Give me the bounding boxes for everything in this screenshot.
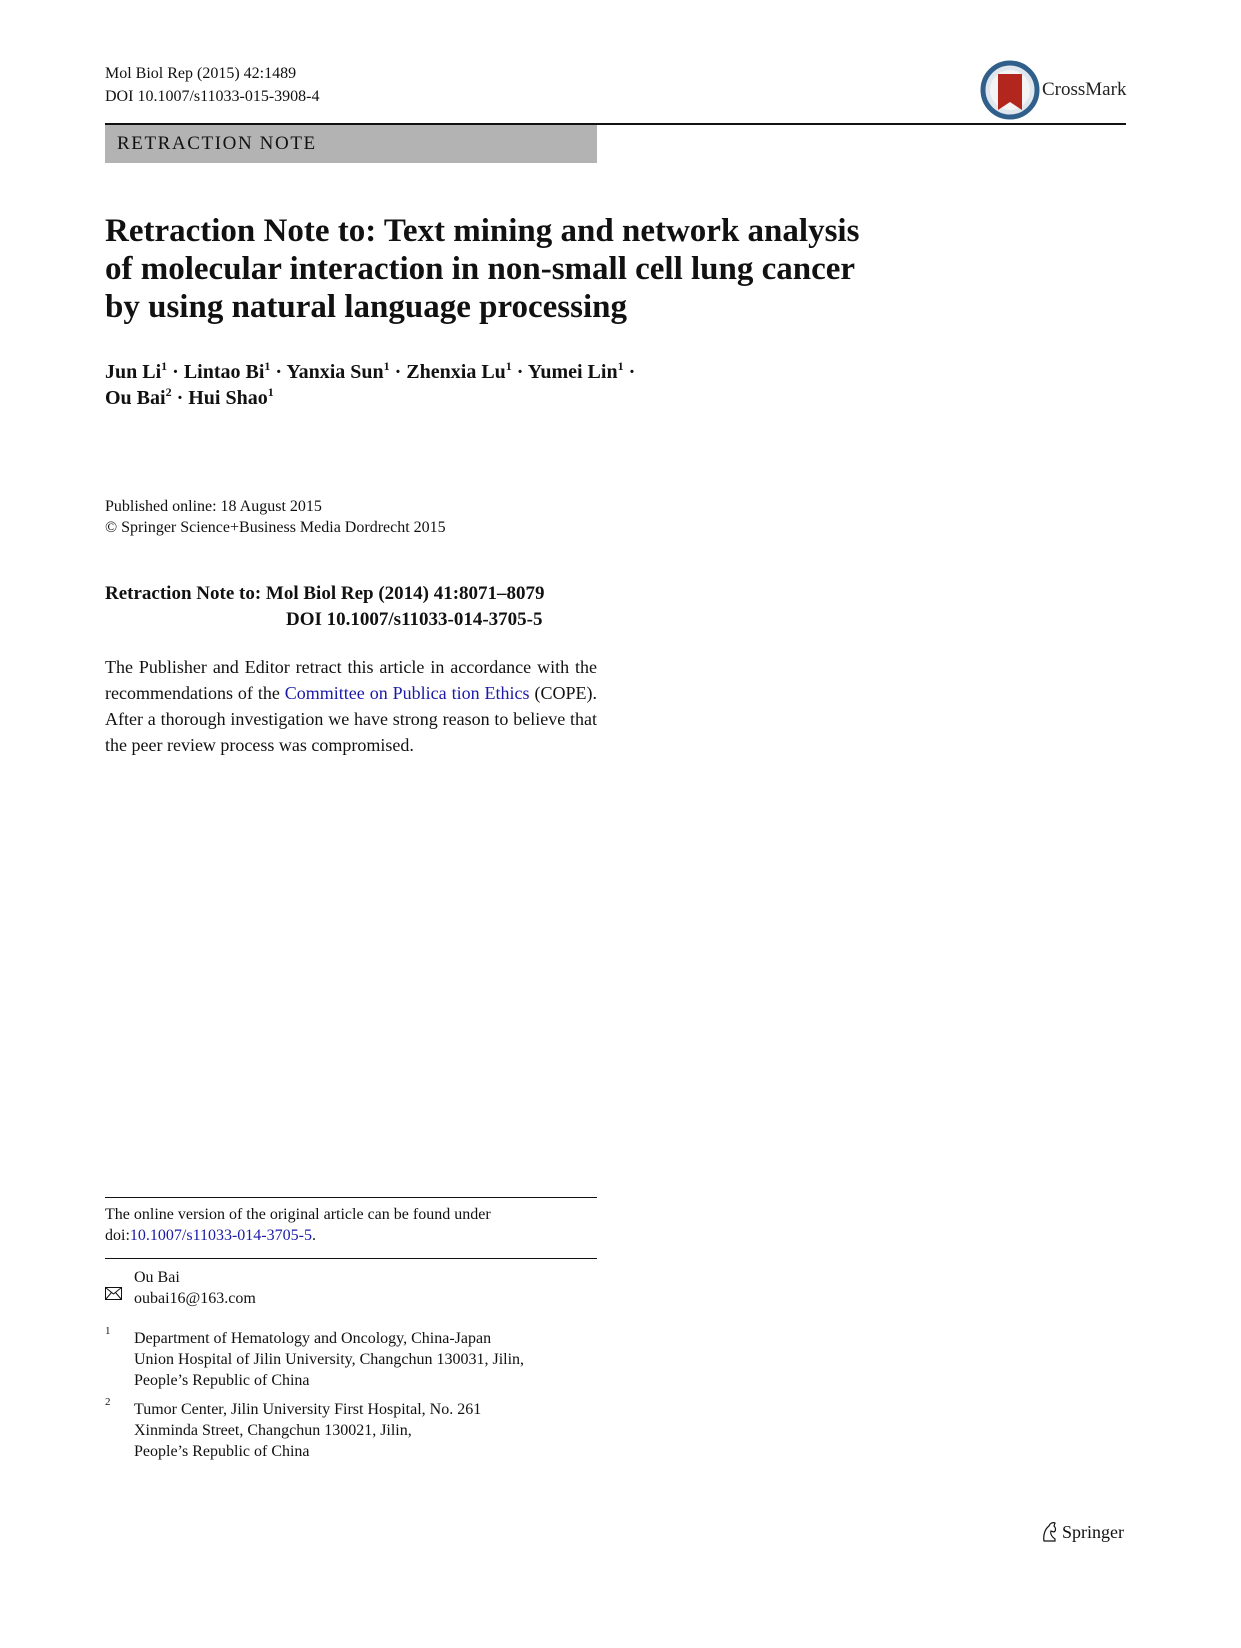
online-version-note	[105, 1204, 597, 1246]
doi-suffix: .	[311, 1227, 316, 1244]
affiliation-line: People’s Republic of China	[134, 1372, 310, 1389]
affiliation-number: 2	[105, 1396, 111, 1408]
affiliation-line: Tumor Center, Jilin University First Hospital, No. 261	[134, 1401, 482, 1418]
author-affil-mark: 1	[264, 359, 271, 373]
affiliation-line: Xinminda Street, Changchun 130021, Jilin,	[134, 1422, 412, 1439]
article-doi: DOI 10.1007/s11033-015-3908-4	[105, 88, 320, 105]
author-affil-mark: 1	[617, 359, 624, 373]
affiliation-line: Department of Hematology and Oncology, China-Japan	[134, 1330, 492, 1347]
springer-logo	[1040, 1520, 1130, 1546]
retraction-doi: DOI 10.1007/s11033-014-3705-5	[286, 609, 543, 630]
affiliation-line: People’s Republic of China	[134, 1443, 310, 1460]
journal-citation: Mol Biol Rep (2015) 42:1489	[105, 65, 297, 82]
affiliation-line: Union Hospital of Jilin University, Changchun 130031, Jilin,	[134, 1351, 525, 1368]
author-affil-mark: 2	[165, 385, 172, 399]
author-line-2	[105, 385, 805, 411]
author-separator: ·	[623, 361, 636, 383]
original-article-doi-link[interactable]: 10.1007/s11033-014-3705-5	[129, 1227, 312, 1244]
correspondence-email[interactable]: oubai16@163.com	[134, 1290, 256, 1307]
affiliation-number: 1	[105, 1325, 111, 1337]
copyright: © Springer Science+Business Media Dordrecht 2015	[105, 519, 446, 536]
author-list	[105, 359, 805, 411]
body-text-end: (COPE). After a thorough investigation we have strong reason to believe that the peer review process was compromised.	[105, 683, 597, 755]
author-name: Yanxia Sun	[286, 361, 384, 383]
affiliation-2	[134, 1399, 604, 1462]
author-separator: ·	[389, 361, 407, 383]
springer-horse-icon	[1040, 1520, 1060, 1544]
author-name: Jun Li	[105, 361, 162, 383]
author-separator: ·	[171, 387, 189, 409]
author-separator: ·	[511, 361, 528, 383]
section-label: RETRACTION NOTE	[105, 125, 597, 163]
crossmark-label: CrossMark	[1042, 79, 1127, 100]
online-version-line: The online version of the original article can be found under	[105, 1206, 491, 1223]
retraction-body	[105, 654, 597, 758]
title-line: by using natural language processing	[105, 289, 628, 325]
springer-wordmark: Springer	[1062, 1522, 1124, 1542]
correspondence-name: Ou Bai	[134, 1269, 180, 1286]
published-online: Published online: 18 August 2015	[105, 498, 322, 515]
author-affil-mark: 1	[161, 359, 168, 373]
title-line: Retraction Note to: Text mining and network analysis	[105, 213, 860, 249]
author-separator: ·	[167, 361, 184, 383]
author-affil-mark: 1	[267, 385, 274, 399]
author-affil-mark: 1	[383, 359, 390, 373]
article-title	[105, 212, 1005, 326]
footnote-rule-top	[105, 1197, 597, 1198]
online-version-doi-line	[105, 1225, 597, 1246]
retraction-reference: Retraction Note to: Mol Biol Rep (2014) 41:8071–8079	[105, 583, 545, 604]
envelope-icon	[105, 1287, 122, 1300]
author-separator: ·	[270, 361, 287, 383]
author-name: Ou Bai	[105, 387, 166, 409]
cope-link[interactable]: Committee on Publica tion Ethics	[284, 683, 530, 703]
author-name: Yumei Lin	[527, 361, 618, 383]
doi-prefix: doi:	[105, 1227, 130, 1244]
crossmark-icon	[980, 60, 1040, 120]
crossmark-badge[interactable]	[980, 60, 1130, 120]
affiliation-1	[134, 1328, 604, 1391]
footnote-rule-bottom	[105, 1258, 597, 1259]
author-name: Lintao Bi	[183, 361, 265, 383]
author-line-1	[105, 359, 805, 385]
body-text-start: The Publisher and Editor retract this article in accordance with the recommendations of the	[105, 657, 597, 703]
author-affil-mark: 1	[505, 359, 512, 373]
author-name: Hui Shao	[188, 387, 268, 409]
title-line: of molecular interaction in non-small cell lung cancer	[105, 251, 856, 287]
author-name: Zhenxia Lu	[406, 361, 506, 383]
